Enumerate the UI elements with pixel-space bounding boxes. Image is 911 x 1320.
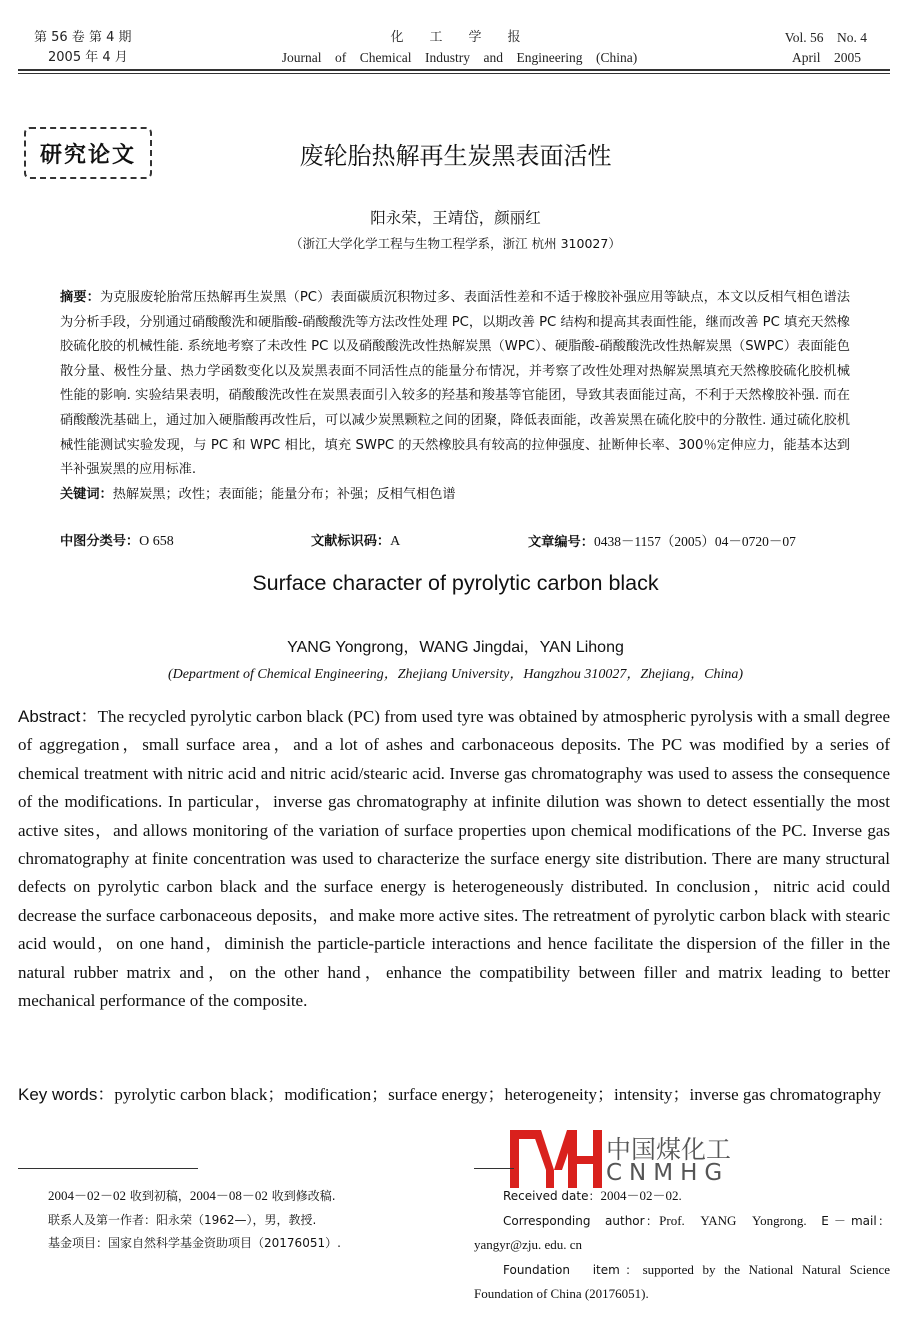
abstract-en-text: The recycled pyrolytic carbon black (PC) from used tyre was obtained by atmospheric pyrolysis with a small degree of aggregation，small surface area，and a lot of ashes and carbonaceous deposits. The PC was modified by a series of chemical treatment with nitric acid and nitric acid/stearic acid. Inverse gas chromatography was used to assess the consequence of the modifications. In particular，inverse gas chromatography at infinite dilution was shown to detect essentially the most active sites，and allows monitoring of the variation of surface properties upon chemical modifications of the PC. Inverse gas chromatography at finite concentration was used to characterize the surface energy site distribution. There are many structural defects on pyrolytic carbon black and the surface energy is heterogeneously distributed. In conclusion，nitric acid could decrease the surface carbonaceous deposits，and make more active sites. The retreatment of pyrolytic carbon black with stearic acid would，on one hand，diminish the particle-particle interactions and hence facilitate the dispersion of the filler in the natural rubber matrix and，on the other hand，enhance the compatibility between filler and matrix leading to better mechanical performance of the composite.: [18, 707, 891, 1011]
watermark-cn: 中国煤化工: [606, 1135, 732, 1164]
contact-note-cn: 联系人及第一作者：阳永荣（1962—），男，教授.: [48, 1212, 317, 1227]
header-rule: [18, 69, 890, 71]
footnotes-en: [474, 1184, 890, 1307]
journal-name-en: Journal of Chemical Industry and Engineering (China): [281, 50, 638, 65]
received-note-cn: 2004－02－02 收到初稿，2004－08－02 收到修改稿.: [48, 1188, 336, 1203]
keywords-cn-label: 关键词：: [60, 486, 113, 502]
journal-name-cn: 化 工 学 报: [390, 30, 521, 45]
keywords-en-label: Key words：: [18, 1085, 115, 1104]
cnmhg-logo-icon: [510, 1130, 602, 1188]
authors-cn: 阳永荣，王靖岱，颜丽红: [370, 209, 541, 227]
abstract-en: [18, 703, 890, 1015]
footnote-rule: [474, 1168, 514, 1169]
abstract-cn-label: 摘要：: [60, 290, 100, 305]
abstract-cn-text: 为克服废轮胎常压热解再生炭黑（PC）表面碳质沉积物过多、表面活性差和不适于橡胶补强应用等缺点，本文以反相气相色谱法为分析手段，分别通过硝酸酸洗和硬脂酸-硝酸酸洗等方法改性处理 PC，以期改善 PC 结构和提高其表面性能，继而改善 PC 填充天然橡胶硫化胶的机械性能. 系统地考察了未改性 PC 以及硝酸酸洗改性热解炭黑（WPC）、硬脂酸-硝酸酸洗改性热解炭黑（SWPC）表面能色散分量、极性分量、热力学函数变化以及炭黑表面不同活性点的能量分布情况，并考察了改性处理对热解炭黑填充天然橡胶硫化胶机械性能的影响. 实验结果表明，硝酸酸洗改性在炭黑表面引入较多的羟基和羧基等官能团，导致其表面能过高，不利于天然橡胶补强. 而在硝酸酸洗基础上，通过加入硬脂酸再改性后，可以减少炭黑颗粒之间的团聚，降低表面能，改善炭黑在硫化胶中的分散性. 通过硫化胶机械性能测试实验发现，与 PC 和 WPC 相比，填充 SWPC 的天然橡胶具有较高的拉伸强度、扯断伸长率、300％定伸应力，能基本达到半补强炭黑的应用标准.: [60, 290, 851, 478]
keywords-en-text: pyrolytic carbon black；modification；surface energy；heterogeneity；intensity；inverse gas chromatography: [114, 1085, 882, 1104]
date-cn: 2005 年 4 月: [48, 50, 128, 65]
watermark-en: CNMHG: [606, 1160, 730, 1186]
footnote-rule: [18, 1168, 198, 1169]
received-note-en: Received date：2004－02－02.: [503, 1188, 682, 1203]
date-en: April 2005: [792, 50, 861, 65]
article-number: 文章编号：0438－1157（2005）04－0720－07: [528, 534, 796, 550]
authors-en: YANG Yongrong，WANG Jingdai，YAN Lihong: [287, 639, 624, 656]
affiliation-cn: （浙江大学化学工程与生物工程学系，浙江 杭州 310027）: [290, 236, 621, 251]
fund-note-en: Foundation item：supported by the National Natural Science Foundation of China (20176051).: [474, 1261, 890, 1301]
title-en: Surface character of pyrolytic carbon black: [252, 571, 659, 595]
volume-cn: 第 56 卷 第 4 期: [34, 30, 132, 45]
clc-number: 中图分类号：O 658: [60, 534, 174, 549]
title-cn: 废轮胎热解再生炭黑表面活性: [299, 142, 612, 170]
document-code: 文献标识码：A: [311, 534, 401, 549]
fund-note-cn: 基金项目：国家自然科学基金资助项目（20176051）.: [48, 1236, 341, 1250]
footnotes-cn: [48, 1184, 458, 1256]
section-tag: 研究论文: [24, 127, 152, 179]
keywords-cn-text: 热解炭黑；改性；表面能；能量分布；补强；反相气相色谱: [112, 486, 456, 502]
header-rule: [18, 73, 890, 74]
corresponding-note-en: Corresponding author：Prof. YANG Yongrong. E － mail： yangyr@zju. edu. cn: [474, 1212, 890, 1252]
keywords-en: [18, 1081, 890, 1109]
email-link[interactable]: yangyr@zju. edu. cn: [474, 1237, 582, 1252]
abstract-en-label: Abstract：: [18, 707, 98, 726]
affiliation-en: (Department of Chemical Engineering，Zhejiang University，Hangzhou 310027，Zhejiang，China): [167, 667, 744, 682]
volume-en: Vol. 56 No. 4: [784, 30, 867, 45]
abstract-cn: [60, 286, 850, 507]
